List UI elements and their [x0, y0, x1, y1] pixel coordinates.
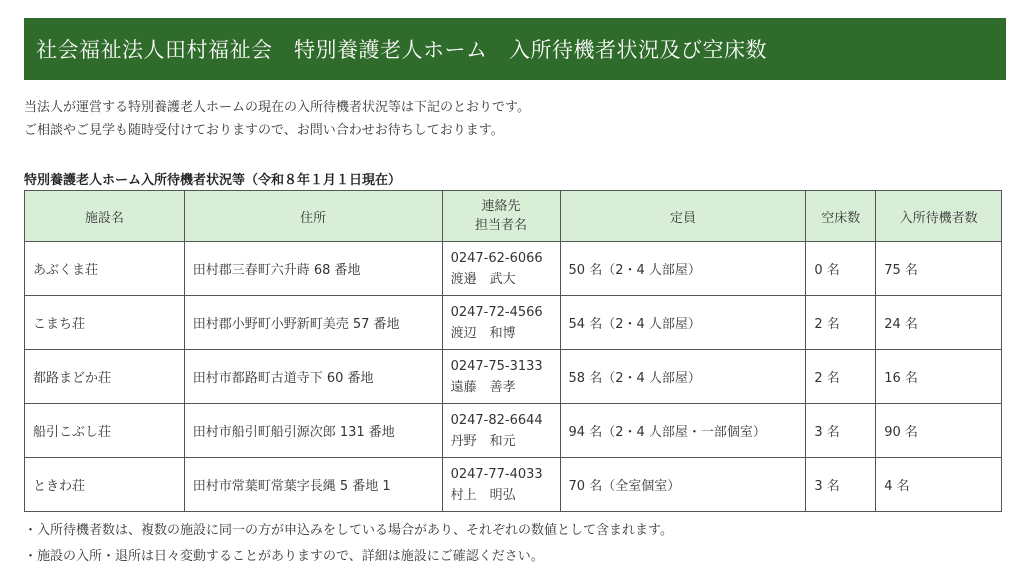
cell-contact [442, 350, 560, 404]
cell-facility: こまち荘 [25, 296, 185, 350]
cell-waiting: 24 名 [876, 296, 1002, 350]
table-caption: 特別養護老人ホーム入所待機者状況等（令和８年１月１日現在） [24, 173, 402, 188]
cell-address: 田村郡三春町六升蒔 68 番地 [184, 242, 442, 296]
header-facility: 施設名 [25, 191, 185, 242]
cell-person: 渡辺 和博 [450, 325, 516, 341]
cell-vacancies: 3 名 [806, 458, 876, 512]
page-title: 社会福祉法人田村福祉会 特別養護老人ホーム 入所待機者状況及び空床数 [36, 38, 767, 62]
cell-waiting: 16 名 [876, 350, 1002, 404]
table-row [25, 242, 1002, 296]
cell-capacity: 58 名（2・4 人部屋） [560, 350, 806, 404]
header-capacity: 定員 [560, 191, 806, 242]
table-row [25, 458, 1002, 512]
cell-address: 田村郡小野町小野新町美売 57 番地 [184, 296, 442, 350]
intro-line: 当法人が運営する特別養護老人ホームの現在の入所待機者状況等は下記のとおりです。 [24, 100, 530, 115]
cell-waiting: 4 名 [876, 458, 1002, 512]
cell-capacity: 70 名（全室個室） [560, 458, 806, 512]
intro-line: ご相談やご見学も随時受付けておりますので、お問い合わせお待ちしております。 [24, 123, 504, 138]
cell-phone: 0247-62-6066 [450, 250, 543, 266]
header-address: 住所 [184, 191, 442, 242]
cell-vacancies: 0 名 [806, 242, 876, 296]
intro-text [24, 96, 530, 142]
cell-person: 遠藤 善孝 [450, 379, 516, 395]
cell-contact [442, 458, 560, 512]
cell-person: 渡邉 武大 [450, 271, 516, 287]
cell-address: 田村市常葉町常葉字長縄 5 番地 1 [184, 458, 442, 512]
cell-facility: ときわ荘 [25, 458, 185, 512]
cell-phone: 0247-75-3133 [450, 358, 543, 374]
cell-contact [442, 404, 560, 458]
table-row [25, 404, 1002, 458]
page-title-banner [24, 18, 1006, 80]
cell-contact [442, 296, 560, 350]
cell-capacity: 94 名（2・4 人部屋・一部個室） [560, 404, 806, 458]
cell-capacity: 54 名（2・4 人部屋） [560, 296, 806, 350]
waiting-status-table [24, 190, 1002, 512]
cell-person: 丹野 和元 [450, 433, 516, 449]
cell-waiting: 75 名 [876, 242, 1002, 296]
header-waiting: 入所待機者数 [876, 191, 1002, 242]
cell-facility: 船引こぶし荘 [25, 404, 185, 458]
header-vacancies: 空床数 [806, 191, 876, 242]
cell-facility: 都路まどか荘 [25, 350, 185, 404]
table-header-row [25, 191, 1002, 242]
footnote: ・施設の入所・退所は日々変動することがありますので、詳細は施設にご確認ください。 [24, 549, 544, 564]
cell-contact [442, 242, 560, 296]
header-contact [442, 191, 560, 242]
cell-capacity: 50 名（2・4 人部屋） [560, 242, 806, 296]
header-contact-line: 連絡先 [481, 199, 521, 214]
cell-phone: 0247-82-6644 [450, 412, 543, 428]
cell-vacancies: 2 名 [806, 350, 876, 404]
cell-vacancies: 3 名 [806, 404, 876, 458]
cell-address: 田村市都路町古道寺下 60 番地 [184, 350, 442, 404]
cell-phone: 0247-72-4566 [450, 304, 543, 320]
cell-facility: あぶくま荘 [25, 242, 185, 296]
cell-waiting: 90 名 [876, 404, 1002, 458]
cell-address: 田村市船引町船引源次郎 131 番地 [184, 404, 442, 458]
table-row [25, 296, 1002, 350]
cell-phone: 0247-77-4033 [450, 466, 543, 482]
cell-person: 村上 明弘 [450, 487, 516, 503]
cell-vacancies: 2 名 [806, 296, 876, 350]
footnotes [24, 518, 673, 570]
header-person-line: 担当者名 [475, 218, 528, 233]
footnote: ・入所待機者数は、複数の施設に同一の方が申込みをしている場合があり、それぞれの数値として含まれます。 [24, 523, 673, 538]
table-row [25, 350, 1002, 404]
